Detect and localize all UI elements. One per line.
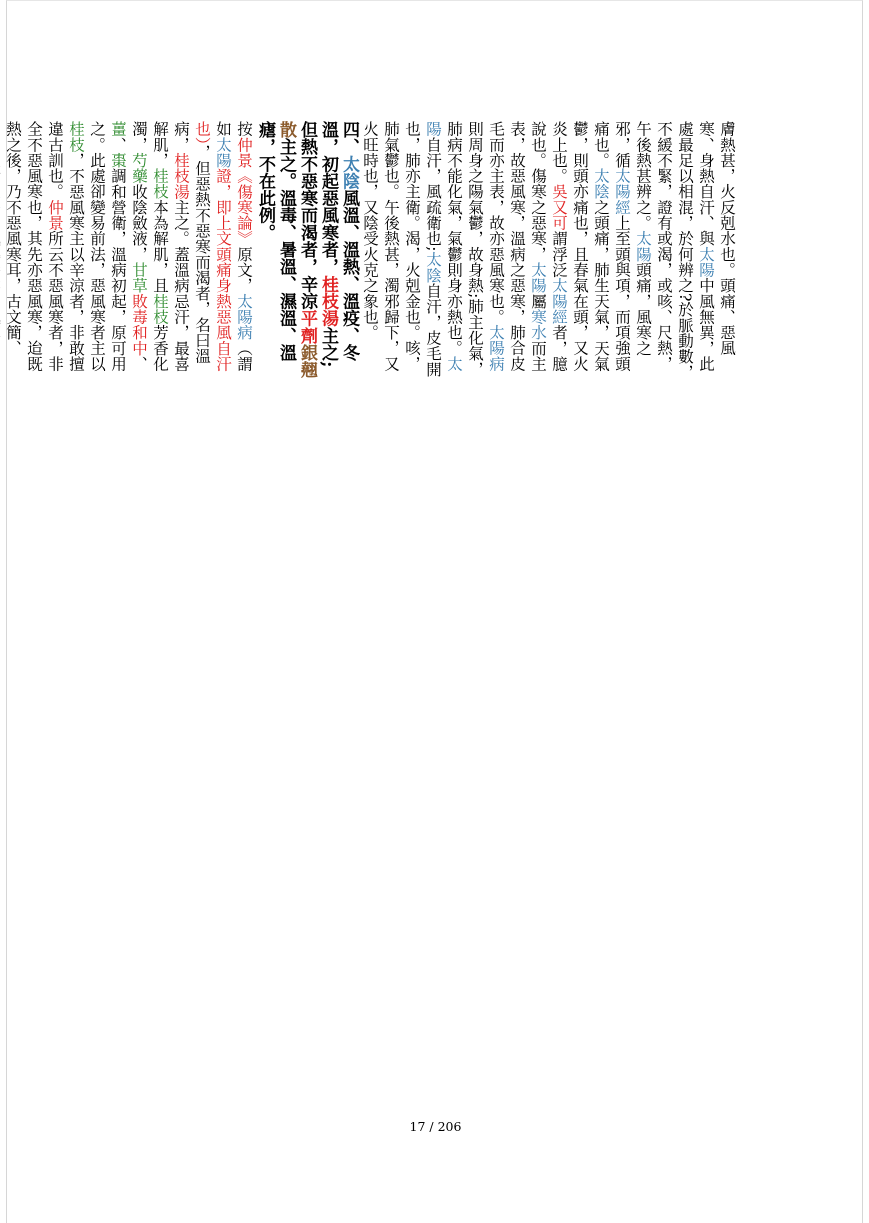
text-segment: 仲景: [46, 199, 64, 231]
text-segment: 薑: [109, 121, 127, 137]
text-segment: 風溫、溫熱、溫疫、冬溫，初起惡風寒者，: [318, 121, 359, 362]
text-segment: 平劑: [297, 309, 317, 344]
text-segment: 而主表，故惡風寒，溫病之惡寒，肺合皮毛而亦主表，故亦惡風寒也。: [487, 121, 547, 372]
text-segment: 主之。蓋溫病忌汗，最喜解肌，: [151, 121, 190, 372]
text-segment: 謂浮泛: [550, 230, 568, 278]
vertical-text-block: [4, 121, 737, 381]
text-segment: 甘草: [130, 261, 148, 294]
text-segment: 上至頭與項，而項強頭痛也。: [592, 121, 631, 372]
text-segment: [0, 184, 1, 215]
text-segment: 自汗，風疏衛也;: [424, 136, 442, 252]
text-segment: 太陽: [424, 121, 463, 372]
text-segment: 芳香化濁，: [130, 121, 169, 372]
document-page: [6, 0, 863, 1223]
text-segment: 仲景: [235, 136, 253, 168]
text-segment: 證，即上文頭痛身熱惡風自汗也）: [193, 121, 232, 372]
text-segment: 芍藥: [130, 152, 148, 184]
text-segment: 屬: [529, 293, 547, 309]
text-segment: 調和營衛，溫病初起，原可用之。此處卻變易前法，惡風寒者主以: [88, 121, 127, 372]
text-segment: 自汗，皮毛開也，肺亦主衛。渴，火剋金也。咳，肺氣鬱也。午後熱甚，濁邪歸下，又火旺時也，又陰受火克之象也。: [361, 121, 442, 377]
text-segment: 中風無異，此處最足以相混，於何辨之?於脈動數，不緩不緊，證有或渴，或咳、尺熱，午後熱甚辨之。: [634, 121, 715, 380]
text-segment: 原文，: [235, 246, 253, 294]
text-segment: 桂枝湯: [172, 152, 190, 200]
text-segment: 太陰: [424, 251, 442, 283]
text-segment: 之頭痛，肺生天氣，天氣鬱，則頭亦痛也，且春氣在頭，又火炎上也。: [550, 121, 610, 372]
text-segment: 太陽病: [487, 324, 505, 372]
text-segment: 棗: [109, 152, 127, 168]
text-segment: 太陽: [697, 246, 715, 278]
text-segment: ，不惡風寒主以辛涼者，非敢擅違古訓也。: [46, 121, 85, 372]
text-segment: 桂枝: [151, 293, 169, 325]
text-segment: 太陽病: [235, 293, 253, 341]
text-segment: 太陽經: [550, 277, 568, 325]
text-segment: 所云不惡風寒者，非全不惡風寒也，其先亦惡風寒，迨既熱之後，乃不惡風寒耳，古文簡、: [4, 121, 64, 372]
text-segment: 、: [130, 355, 148, 372]
text-segment: 太陽: [634, 230, 652, 262]
text-segment: 主之;但熱不惡寒而渴者，辛涼: [297, 121, 338, 368]
text-segment: 銀翹散: [276, 121, 317, 379]
para-2-heading: [254, 121, 359, 381]
text-segment: 收陰斂液，: [130, 183, 148, 262]
text-segment: 四、: [339, 121, 359, 156]
text-segment: 太陰: [339, 155, 359, 190]
text-segment: 桂枝: [151, 167, 169, 200]
text-segment: 、: [109, 136, 127, 153]
para-1-continuation: [359, 121, 737, 381]
text-segment: 吳又可: [550, 183, 568, 231]
text-segment: 按: [235, 121, 253, 137]
text-segment: 則周身之陽氣鬱，故身熱;肺主化氣，肺病不能化氣，氣鬱則身亦熱也。: [445, 121, 484, 377]
text-segment: 膚熱甚，火反剋水也。頭痛、惡風寒、身熱自汗、與: [697, 121, 736, 356]
text-segment: 敗毒和中: [130, 293, 148, 356]
text-segment: 頭痛，風寒之邪，循: [613, 121, 652, 356]
text-segment: 本為解肌，且: [151, 199, 169, 294]
text-segment: 《傷寒論》: [235, 167, 253, 247]
text-segment: 太陽: [529, 261, 547, 294]
text-segment: 者，臆說也。傷寒之惡寒，: [529, 121, 568, 372]
text-segment: 桂枝: [67, 121, 85, 153]
text-segment: 桂枝湯: [318, 275, 338, 327]
para-3-commentary: [0, 121, 254, 381]
text-segment: 太陽經: [613, 167, 631, 215]
text-segment: 主之。溫毒、暑溫、濕溫、溫瘧，不在此例。: [255, 121, 296, 362]
text-segment: 寒水: [529, 308, 547, 341]
text-segment: ，但惡熱不惡寒而渴者，名曰溫病，: [172, 121, 211, 364]
text-segment: 太陰: [592, 167, 610, 200]
page-number: 17 / 206: [409, 1119, 462, 1134]
text-segment: （謂如: [214, 121, 253, 372]
text-segment: 太陽: [214, 136, 232, 168]
